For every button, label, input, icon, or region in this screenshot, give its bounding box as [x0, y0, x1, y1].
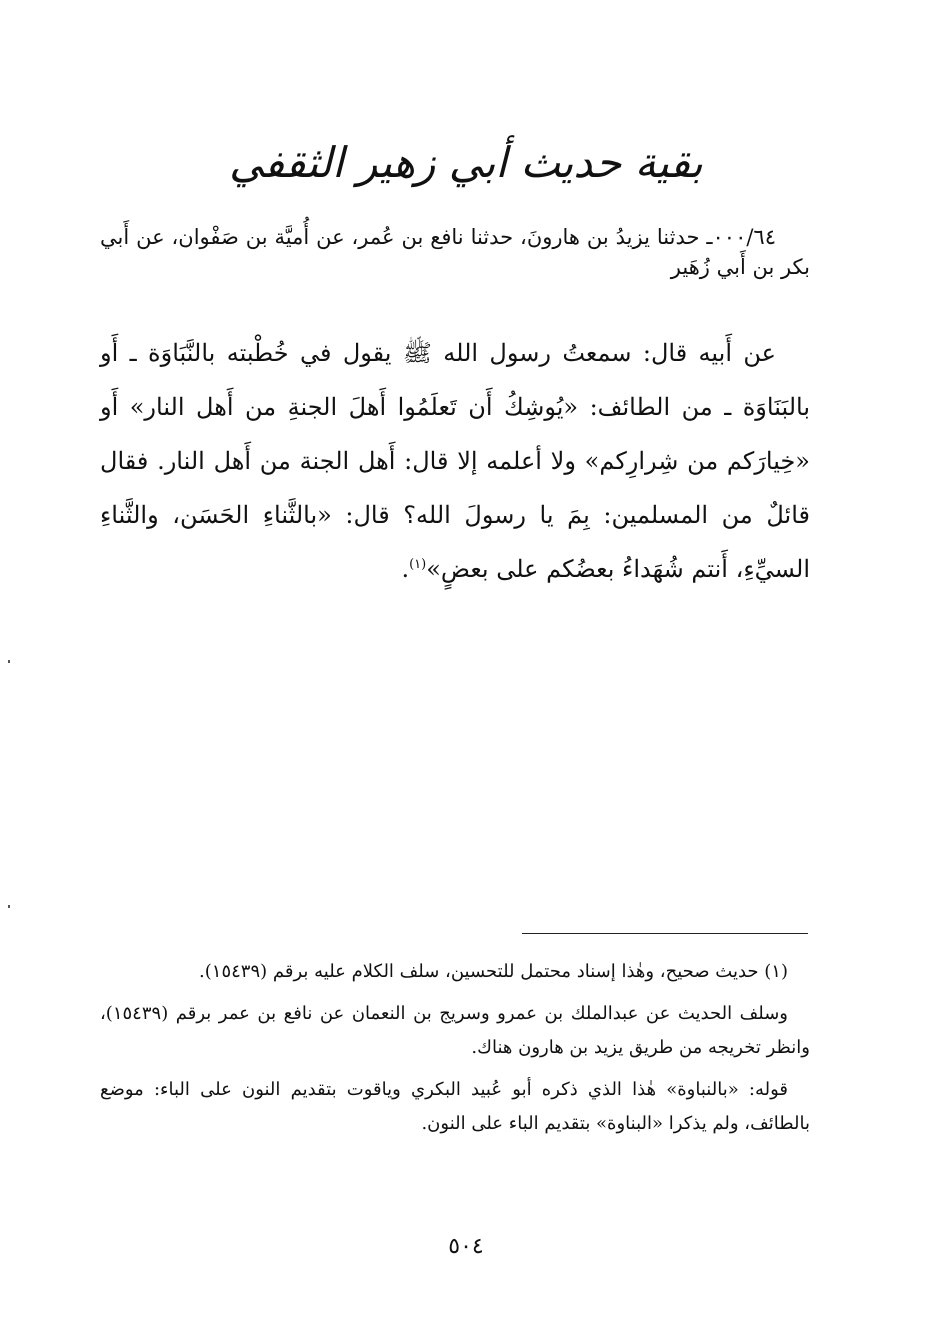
isnad-text: ٠٠٠/٦٤ـ حدثنا يزيدُ بن هارونَ، حدثنا نافع بن عُمر، عن أُميَّة بن صَفْوان، عن أَبي بكر بن أَبي زُهَير — [100, 225, 810, 279]
matn-paragraph — [100, 326, 810, 596]
page-number: ٥٠٤ — [448, 1234, 484, 1259]
footnote-reference: (١) — [409, 557, 427, 572]
footnote-1: (١) حديث صحيح، وهٰذا إسناد محتمل للتحسين، سلف الكلام عليه برقم (١٥٤٣٩). — [199, 961, 788, 982]
scan-speck — [8, 905, 10, 908]
hadith-isnad — [100, 222, 810, 282]
matn-closing-period: . — [401, 555, 410, 583]
matn-text: عن أَبيه قال: سمعتُ رسول الله ﷺ يقول في خُطْبته بالنَّبَاوَة ـ أَو بالبَنَاوَة ـ من الطائف: «يُوشِكُ أَن تَعلَمُوا أَهلَ الجنةِ من أَهل النار» أَو «خِيارَكم من شِرارِكم» ولا أعلمه إلا قال: أَهل الجنة من أَهل النار. فقال قائلٌ من المسلمين: بِمَ يا رسولَ الله؟ قال: «بالثَّناءِ الحَسَن، والثَّناءِ السيِّءِ، أَنتم شُهَداءُ بعضُكم على بعضٍ» — [100, 339, 810, 583]
hadith-matn — [100, 326, 810, 596]
footnotes — [100, 955, 810, 1149]
footnote-continuation: وسلف الحديث عن عبدالملك بن عمرو وسريج بن النعمان عن نافع بن عمر برقم (١٥٤٣٩)، وانظر تخريجه من طريق يزيد بن هارون هناك. — [100, 1003, 810, 1058]
scan-speck — [8, 660, 10, 663]
chapter-title: بقية حديث أبي زهير الثقفي — [229, 138, 703, 187]
footnote-gloss: قوله: «بالنباوة» هٰذا الذي ذكره أبو عُبيد البكري وياقوت بتقديم النون على الباء: موضع بالطائف، ولم يذكرا «البناوة» بتقديم الباء على النون. — [100, 1079, 810, 1134]
footnote-separator — [522, 933, 808, 934]
